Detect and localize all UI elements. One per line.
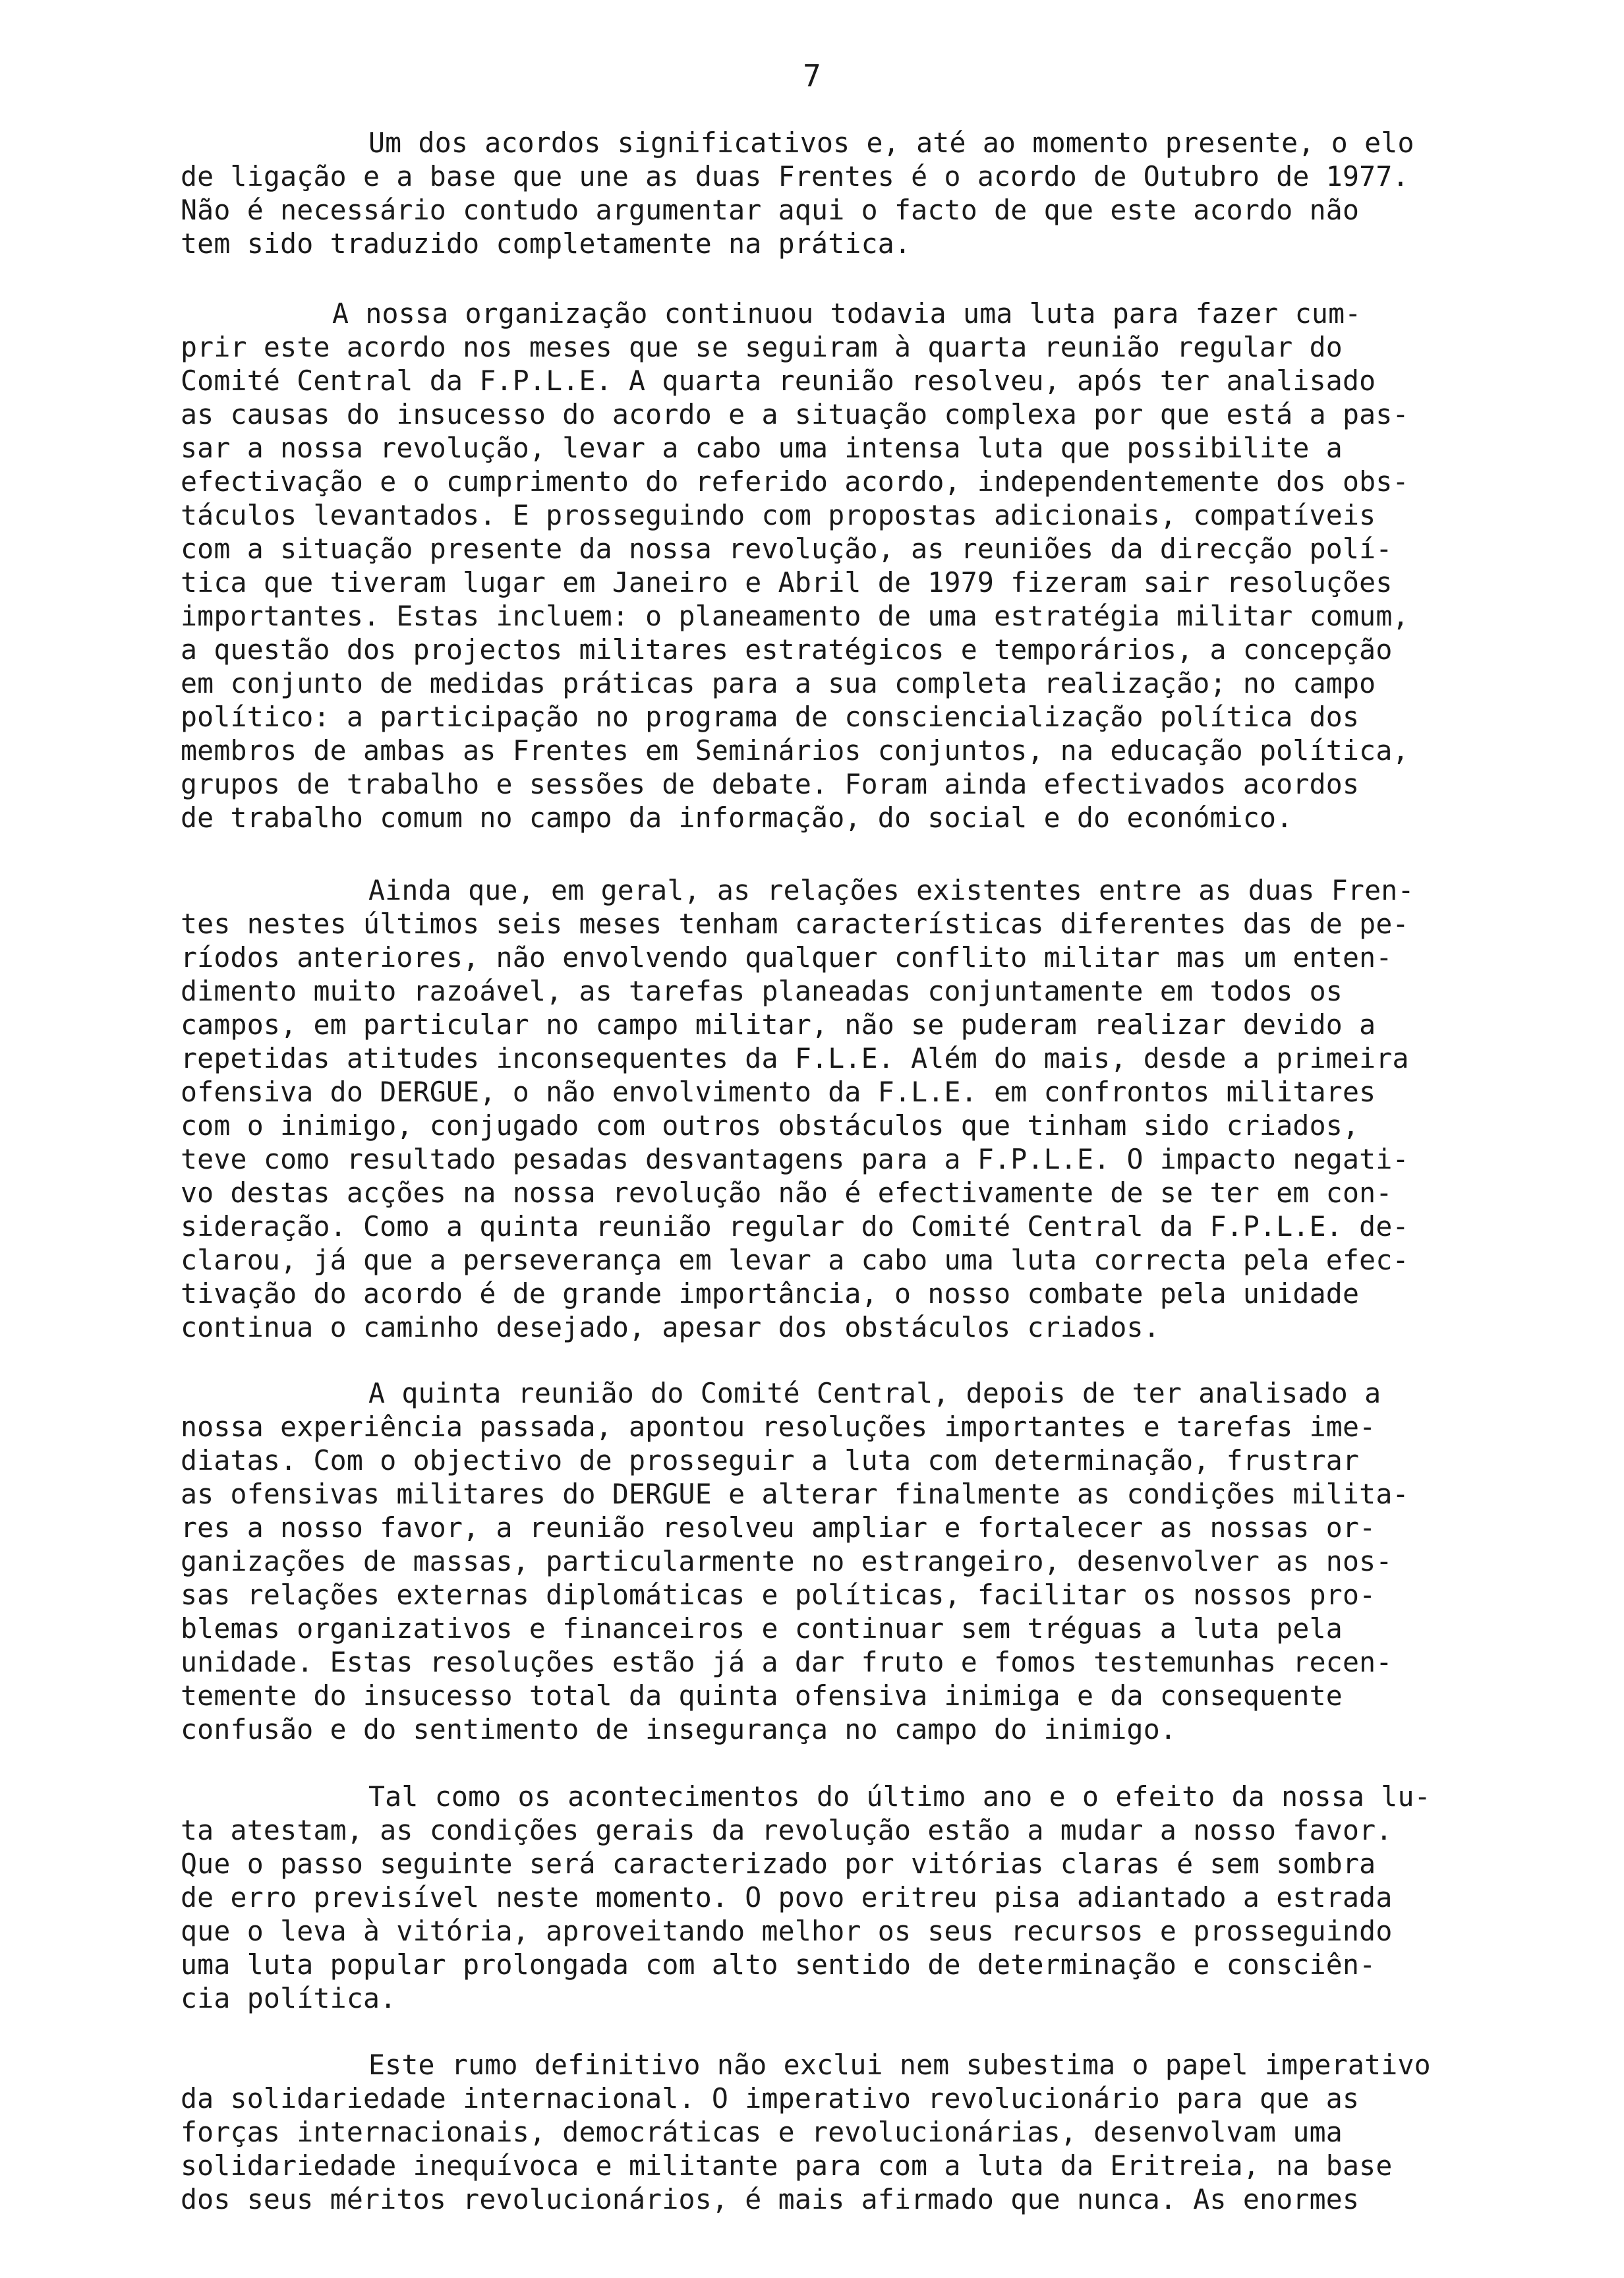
text-line: repetidas atitudes inconsequentes da F.L.E. Além do mais, desde a primeira (181, 1042, 1409, 1074)
text-line: táculos levantados. E prosseguindo com propostas adicionais, compatíveis (181, 499, 1376, 531)
text-line: com a situação presente da nossa revolução, as reuniões da direcção polí- (181, 533, 1393, 565)
text-line: tica que tiveram lugar em Janeiro e Abril de 1979 fizeram sair resoluções (181, 566, 1393, 599)
text-line: tes nestes últimos seis meses tenham características diferentes das de pe- (181, 908, 1409, 940)
paragraph-2 (181, 297, 1538, 834)
text-line: Que o passo seguinte será caracterizado por vitórias claras é sem sombra (181, 1848, 1376, 1880)
text-line: político: a participação no programa de consciencialização política dos (181, 701, 1360, 733)
paragraph-6 (181, 2048, 1538, 2216)
text-line: sar a nossa revolução, levar a cabo uma intensa luta que possibilite a (181, 432, 1343, 464)
text-line: dimento muito razoável, as tarefas planeadas conjuntamente em todos os (181, 975, 1343, 1007)
text-line: campos, em particular no campo militar, não se puderam realizar devido a (181, 1008, 1376, 1041)
text-line: ta atestam, as condições gerais da revolução estão a mudar a nosso favor. (181, 1814, 1393, 1846)
text-line: as causas do insucesso do acordo e a situação complexa por que está a pas- (181, 398, 1409, 430)
text-line: Tal como os acontecimentos do último ano e o efeito da nossa lu- (368, 1780, 1431, 1813)
text-line: com o inimigo, conjugado com outros obstáculos que tinham sido criados, (181, 1109, 1360, 1142)
text-line: efectivação e o cumprimento do referido acordo, independentemente dos obs- (181, 465, 1409, 498)
text-line: A nossa organização continuou todavia uma luta para fazer cum- (332, 297, 1362, 330)
text-line: que o leva à vitória, aproveitando melhor os seus recursos e prosseguindo (181, 1915, 1393, 1947)
text-line: de ligação e a base que une as duas Frentes é o acordo de Outubro de 1977. (181, 160, 1409, 192)
text-line: unidade. Estas resoluções estão já a dar fruto e fomos testemunhas recen- (181, 1646, 1393, 1678)
text-line: a questão dos projectos militares estratégicos e temporários, a concepção (181, 633, 1393, 666)
text-line: membros de ambas as Frentes em Seminários conjuntos, na educação política, (181, 734, 1409, 767)
text-line: confusão e do sentimento de insegurança no campo do inimigo. (181, 1713, 1177, 1745)
text-line: em conjunto de medidas práticas para a sua completa realização; no campo (181, 667, 1376, 699)
text-line: uma luta popular prolongada com alto sentido de determinação e consciên- (181, 1948, 1376, 1981)
text-line: continua o caminho desejado, apesar dos obstáculos criados. (181, 1311, 1160, 1343)
text-line: Ainda que, em geral, as relações existentes entre as duas Fren- (368, 874, 1414, 906)
paragraph-1 (181, 126, 1538, 260)
text-line: blemas organizativos e financeiros e continuar sem tréguas a luta pela (181, 1612, 1343, 1645)
paragraph-3 (181, 873, 1538, 1344)
text-line: da solidariedade internacional. O imperativo revolucionário para que as (181, 2082, 1360, 2115)
text-line: tivação do acordo é de grande importância, o nosso combate pela unidade (181, 1277, 1360, 1310)
text-line: de trabalho comum no campo da informação, do social e do económico. (181, 802, 1293, 834)
text-line: clarou, já que a perseverança em levar a cabo uma luta correcta pela efec- (181, 1244, 1409, 1276)
text-line: nossa experiência passada, apontou resoluções importantes e tarefas ime- (181, 1411, 1376, 1443)
text-line: diatas. Com o objectivo de prosseguir a luta com determinação, frustrar (181, 1444, 1360, 1476)
text-line: grupos de trabalho e sessões de debate. Foram ainda efectivados acordos (181, 768, 1360, 800)
text-line: importantes. Estas incluem: o planeamento de uma estratégia militar comum, (181, 600, 1409, 632)
text-line: dos seus méritos revolucionários, é mais afirmado que nunca. As enormes (181, 2183, 1360, 2215)
page-number: 7 (803, 58, 821, 94)
text-line: de erro previsível neste momento. O povo eritreu pisa adiantado a estrada (181, 1881, 1393, 1913)
text-line: sideração. Como a quinta reunião regular do Comité Central da F.P.L.E. de- (181, 1210, 1409, 1242)
paragraph-4 (181, 1376, 1538, 1746)
text-line: ganizações de massas, particularmente no estrangeiro, desenvolver as nos- (181, 1545, 1393, 1577)
text-line: sas relações externas diplomáticas e políticas, facilitar os nossos pro- (181, 1579, 1376, 1611)
text-line: teve como resultado pesadas desvantagens para a F.P.L.E. O impacto negati- (181, 1143, 1409, 1175)
text-line: A quinta reunião do Comité Central, depois de ter analisado a (368, 1377, 1381, 1409)
text-line: vo destas acções na nossa revolução não é efectivamente de se ter em con- (181, 1177, 1393, 1209)
text-line: Não é necessário contudo argumentar aqui o facto de que este acordo não (181, 194, 1360, 226)
text-line: cia política. (181, 1982, 397, 2014)
text-line: Comité Central da F.P.L.E. A quarta reunião resolveu, após ter analisado (181, 365, 1376, 397)
text-line: tem sido traduzido completamente na prática. (181, 227, 912, 260)
text-line: res a nosso favor, a reunião resolveu ampliar e fortalecer as nossas or- (181, 1511, 1376, 1544)
text-line: forças internacionais, democráticas e revolucionárias, desenvolvam uma (181, 2116, 1343, 2148)
text-line: temente do insucesso total da quinta ofensiva inimiga e da consequente (181, 1679, 1343, 1712)
text-line: Este rumo definitivo não exclui nem subestima o papel imperativo (368, 2049, 1431, 2081)
text-line: ríodos anteriores, não envolvendo qualquer conflito militar mas um enten- (181, 941, 1393, 974)
text-line: Um dos acordos significativos e, até ao momento presente, o elo (368, 127, 1414, 159)
text-line: ofensiva do DERGUE, o não envolvimento da F.L.E. em confrontos militares (181, 1076, 1376, 1108)
paragraph-5 (181, 1780, 1538, 2015)
text-line: as ofensivas militares do DERGUE e alterar finalmente as condições milita- (181, 1478, 1409, 1510)
text-line: prir este acordo nos meses que se seguiram à quarta reunião regular do (181, 331, 1343, 363)
text-line: solidariedade inequívoca e militante para com a luta da Eritreia, na base (181, 2149, 1393, 2182)
